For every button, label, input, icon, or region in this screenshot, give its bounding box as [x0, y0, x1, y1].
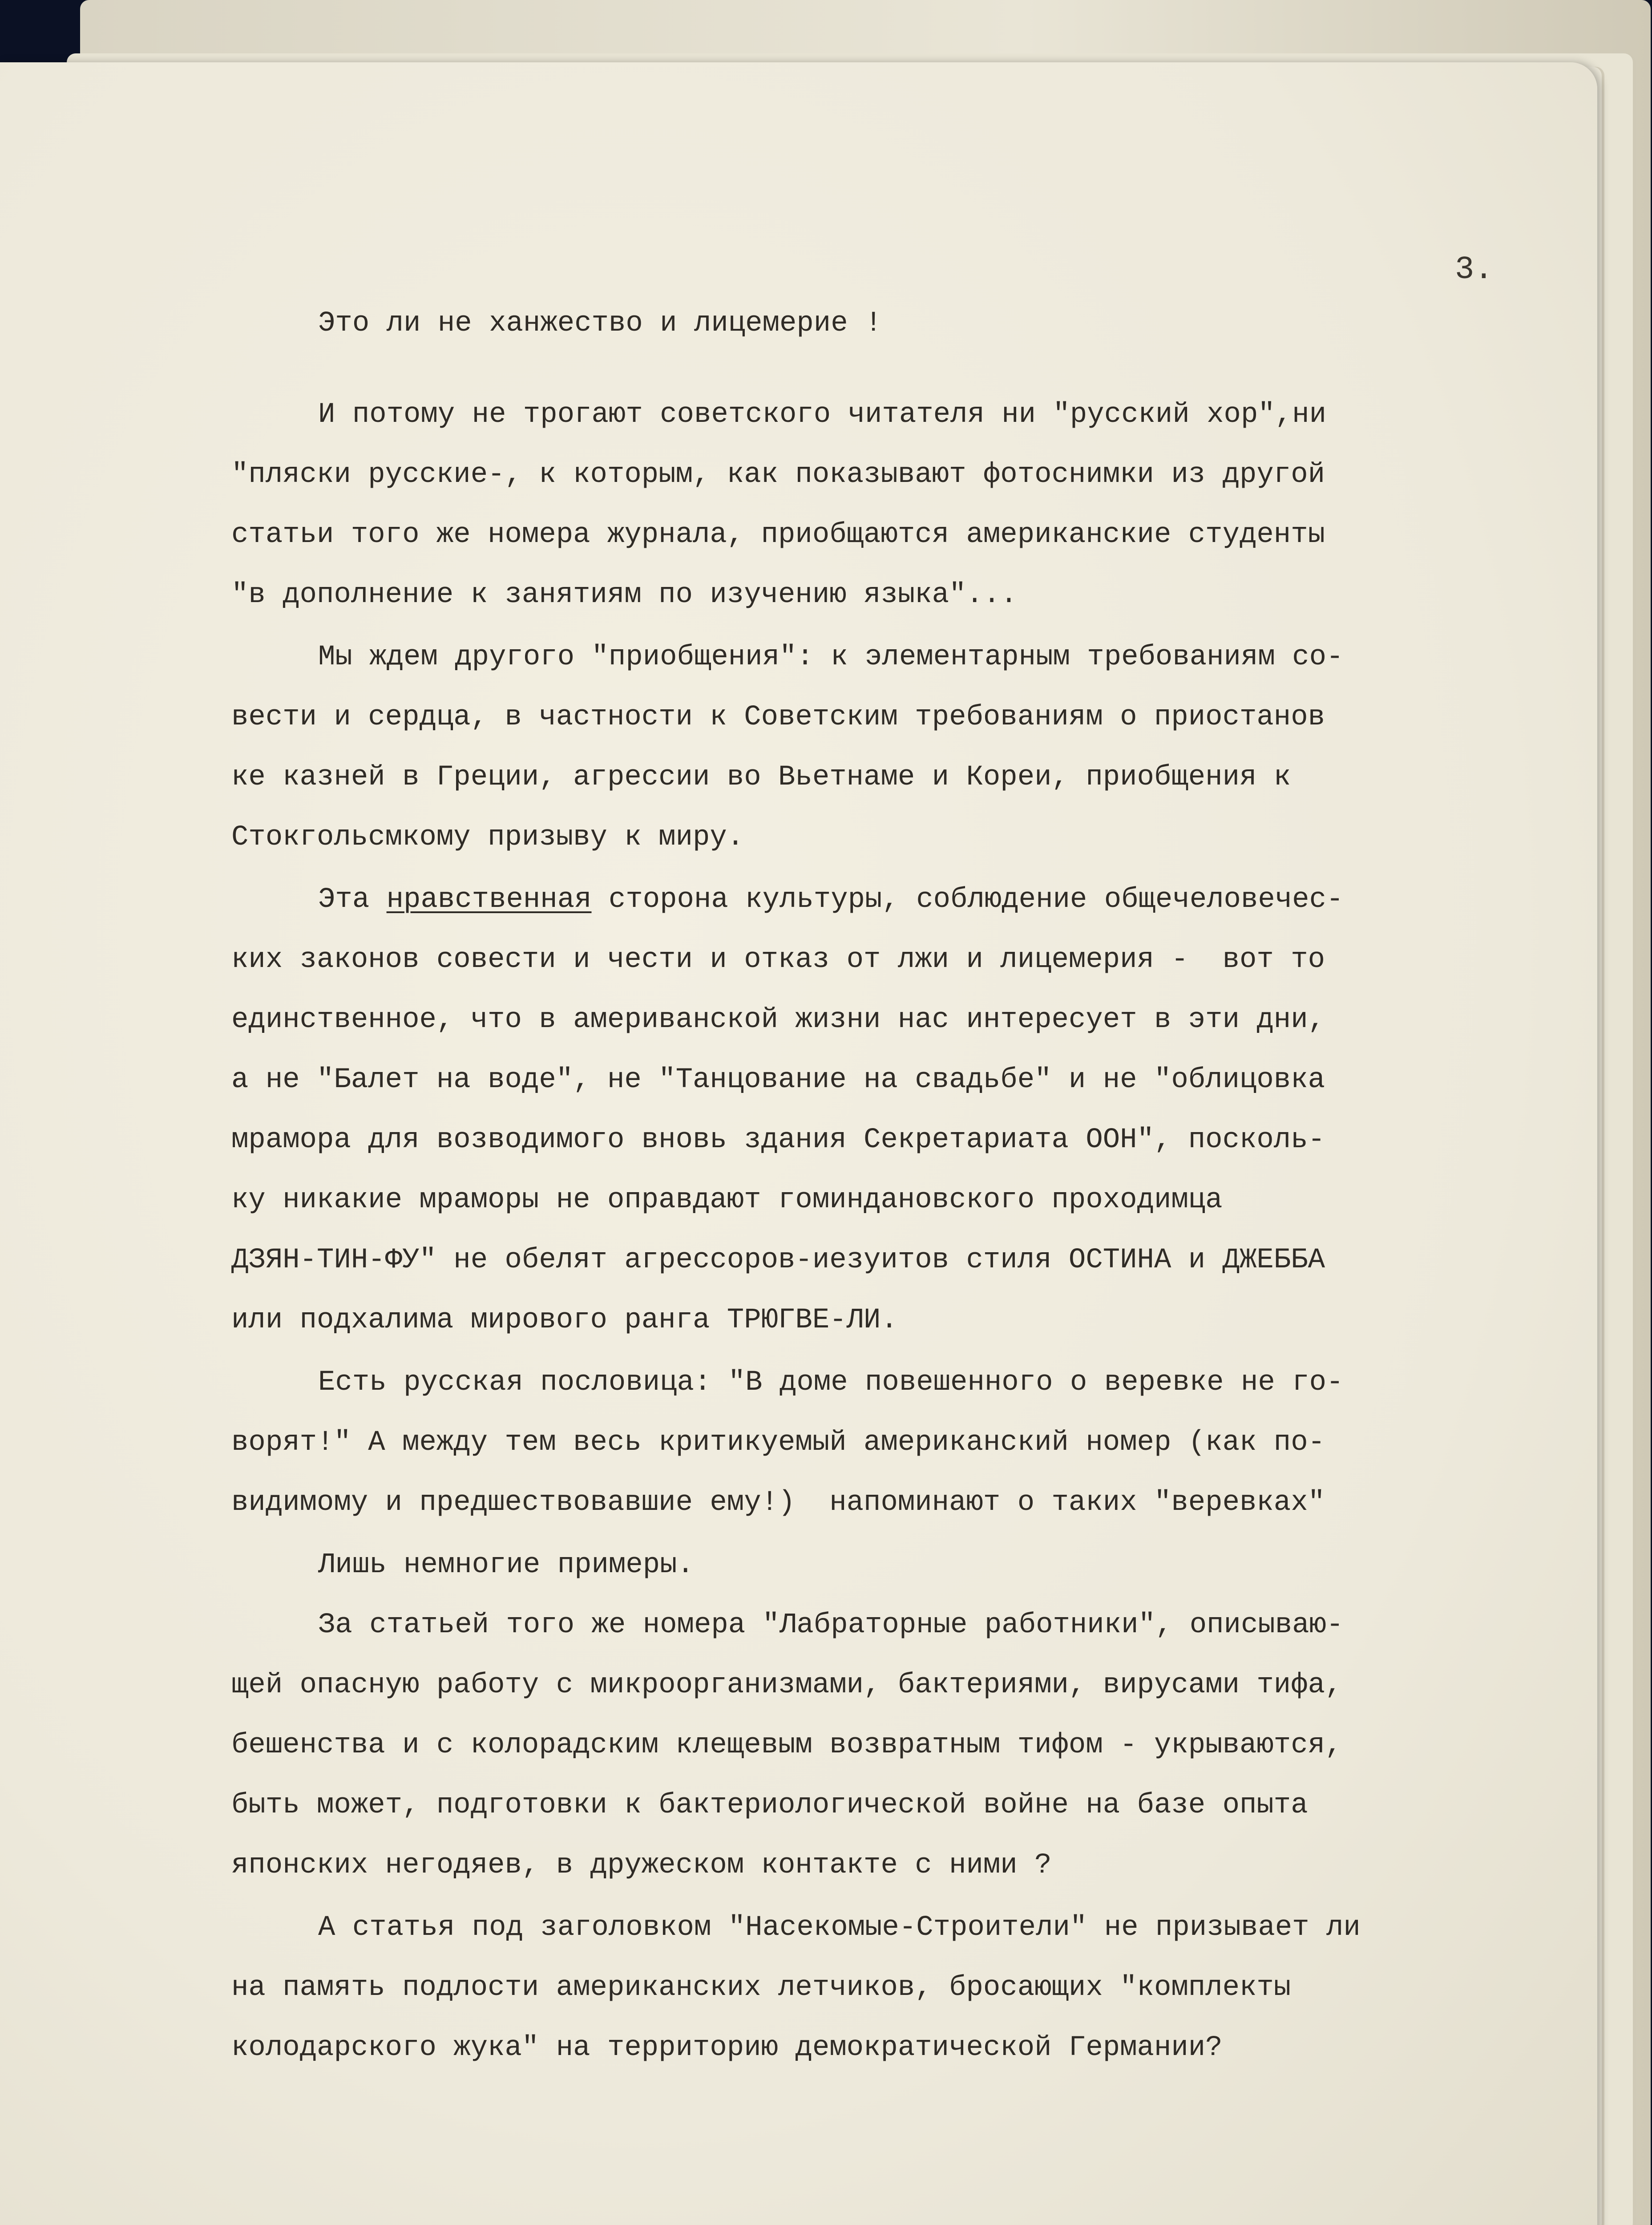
text-line: колодарского жука" на территорию демократической Германии? — [231, 2032, 1223, 2064]
text-line: А статья под заголовком "Насекомые-Строители" не призывает ли — [318, 1912, 1361, 1944]
text-line: "пляски русские-, к которым, как показывают фотоснимки из другой — [231, 459, 1325, 491]
text-line: ке казней в Греции, агрессии во Вьетнаме и Кореи, приобщения к — [231, 761, 1291, 793]
text-line: И потому не трогают советского читателя ни "русский хор",ни — [318, 399, 1326, 431]
text-line: За статьей того же номера "Лабраторные работники", описываю- — [318, 1609, 1344, 1641]
text-line: мрамора для возводимого вновь здания Секретариата ООН", посколь- — [231, 1124, 1325, 1156]
text-line-rest: сторона культуры, соблюдение общечеловечес- — [591, 884, 1344, 916]
text-line: быть может, подготовки к бактериологической войне на базе опыта — [231, 1789, 1308, 1821]
text-line: вести и сердца, в частности к Советским требованиям о приостанов — [231, 701, 1325, 733]
text-line: ворят!" А между тем весь критикуемый американский номер (как по- — [231, 1427, 1325, 1459]
text-line: а не "Балет на воде", не "Танцование на свадьбе" и не "облицовка — [231, 1064, 1325, 1096]
text-line: или подхалима мирового ранга ТРЮГВЕ-ЛИ. — [231, 1304, 898, 1336]
text-line: японских негодяев, в дружеском контакте с ними ? — [231, 1849, 1052, 1881]
text-line-start: Эта — [318, 884, 387, 916]
text-line: ДЗЯН-ТИН-ФУ" не обелят агрессоров-иезуитов стиля ОСТИНА и ДЖЕББА — [231, 1244, 1325, 1276]
text-line: видимому и предшествовавшие ему!) напоминают о таких "веревках" — [231, 1487, 1325, 1519]
text-line: ких законов совести и чести и отказ от лжи и лицемерия - вот то — [231, 944, 1325, 976]
text-line: статьи того же номера журнала, приобщаются американские студенты — [231, 519, 1325, 551]
text-line: Мы ждем другого "приобщения": к элементарным требованиям со- — [318, 641, 1344, 673]
text-line: "в дополнение к занятиям по изучению языка"... — [231, 579, 1018, 611]
text-line: Это ли не ханжество и лицемерие ! — [318, 307, 882, 340]
underlined-word: нравственная — [386, 884, 592, 916]
text-line: ку никакие мраморы не оправдают гоминдановского проходимца — [231, 1184, 1223, 1216]
text-line: щей опасную работу с микроорганизмами, бактериями, вирусами тифа, — [231, 1669, 1342, 1701]
typewritten-page — [0, 62, 1597, 2225]
text-line: бешенства и с колорадским клещевым возвратным тифом - укрываются, — [231, 1729, 1342, 1761]
text-line — [318, 886, 1343, 914]
text-line: Стокгольсмкому призыву к миру. — [231, 821, 744, 854]
text-line: на память подлости американских летчиков, бросающих "комплекты — [231, 1972, 1291, 2004]
page-number: 3. — [1455, 251, 1494, 288]
text-line: единственное, что в америванской жизни нас интересует в эти дни, — [231, 1004, 1325, 1036]
text-line: Есть русская пословица: "В доме повешенного о веревке не го- — [318, 1367, 1344, 1399]
text-line: Лишь немногие примеры. — [318, 1549, 694, 1581]
